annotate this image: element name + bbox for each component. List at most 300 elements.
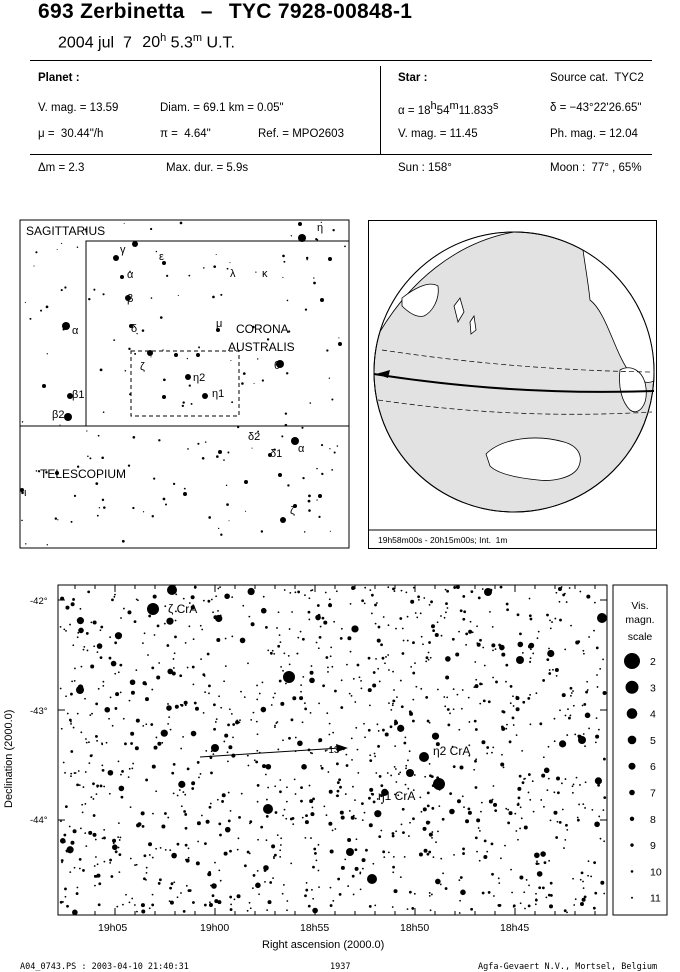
field-star (336, 795, 338, 797)
bright-star (346, 848, 354, 856)
field-star (174, 652, 176, 654)
field-star (529, 723, 531, 725)
star-name: TYC 7928-00848-1 (228, 0, 413, 23)
field-star (498, 882, 500, 884)
field-star (273, 697, 275, 699)
field-star (419, 797, 421, 799)
field-star (61, 728, 63, 730)
field-star (526, 879, 528, 881)
field-star (236, 719, 238, 721)
field-star (347, 838, 351, 842)
field-star (431, 831, 433, 833)
field-star (173, 658, 175, 660)
field-star (160, 847, 162, 849)
field-star (430, 909, 432, 911)
field-star (204, 691, 206, 693)
field-star (227, 751, 229, 753)
field-star (302, 676, 304, 678)
field-star (489, 799, 493, 803)
field-star (410, 666, 412, 668)
field-star (155, 848, 157, 850)
field-star (364, 812, 366, 814)
field-star (261, 608, 267, 614)
field-star (529, 694, 531, 696)
field-star (468, 811, 472, 815)
field-star (402, 652, 405, 655)
field-star (383, 856, 385, 858)
field-star (165, 849, 167, 851)
field-star (401, 705, 404, 708)
field-star (312, 866, 315, 869)
field-star (522, 652, 524, 654)
field-star (346, 764, 349, 767)
field-star (151, 666, 154, 669)
field-star (564, 909, 567, 912)
field-star (513, 724, 515, 726)
field-star (197, 821, 201, 825)
legend-title-1: Vis. (631, 600, 649, 612)
field-star (264, 881, 266, 883)
field-star (513, 705, 515, 707)
field-star (143, 854, 146, 857)
field-star (479, 639, 482, 642)
field-star (427, 720, 430, 723)
field-star (561, 782, 563, 784)
field-star (305, 814, 308, 817)
field-star (392, 866, 395, 869)
field-star (587, 875, 589, 877)
field-star (71, 680, 73, 682)
bright-star (367, 874, 377, 884)
field-star (61, 861, 63, 863)
field-star (188, 889, 191, 892)
field-star (380, 784, 383, 787)
field-star (290, 862, 292, 864)
field-star (224, 734, 228, 738)
field-star (341, 679, 343, 681)
field-star (546, 658, 549, 661)
field-star (177, 896, 179, 898)
field-star (369, 589, 371, 591)
field-star (256, 721, 258, 723)
field-star (212, 611, 214, 613)
field-star (94, 865, 96, 867)
field-star (521, 817, 523, 819)
field-star (475, 786, 478, 789)
finder-star-label: β1 (72, 389, 85, 401)
field-star (230, 810, 232, 812)
field-star (584, 807, 586, 809)
field-star (247, 662, 249, 664)
field-star (603, 893, 605, 895)
field-star (275, 811, 278, 814)
field-star (266, 839, 268, 841)
field-star (495, 681, 498, 684)
field-star (260, 826, 263, 829)
field-star (382, 657, 385, 660)
field-star (340, 706, 343, 709)
field-star (595, 777, 602, 784)
field-star (213, 703, 216, 706)
field-star (279, 790, 282, 793)
field-star (408, 835, 410, 837)
field-star (569, 587, 571, 589)
field-star (380, 643, 383, 646)
field-star (565, 824, 568, 827)
field-star (148, 615, 151, 618)
field-star (180, 892, 182, 894)
field-star (492, 649, 494, 651)
field-star (544, 768, 550, 774)
field-star (593, 907, 596, 910)
field-star (73, 727, 75, 729)
field-star (289, 628, 291, 630)
field-star (360, 680, 362, 682)
field-star (60, 820, 62, 822)
field-star (295, 737, 297, 739)
bright-star (433, 778, 445, 790)
field-star (453, 765, 456, 768)
y-tick-label: -44° (30, 815, 48, 826)
field-star (64, 888, 67, 891)
field-star (102, 837, 104, 839)
field-star (120, 774, 122, 776)
field-star (206, 820, 210, 824)
field-star (185, 642, 187, 644)
field-star (232, 736, 234, 738)
field-star (280, 641, 282, 643)
field-star (459, 765, 463, 769)
field-star (504, 845, 506, 847)
field-star (239, 721, 241, 723)
field-star (520, 902, 522, 904)
field-star (377, 639, 381, 643)
field-star (516, 707, 520, 711)
field-star (444, 705, 446, 707)
field-star (543, 806, 545, 808)
field-star (583, 703, 586, 706)
field-star (325, 656, 328, 659)
legend-dot (629, 763, 636, 770)
field-star (197, 841, 199, 843)
field-star (447, 708, 450, 711)
field-star (280, 844, 282, 846)
field-star (480, 811, 482, 813)
field-star (593, 630, 595, 632)
field-star (265, 626, 268, 629)
ra-minutes: 54 (436, 104, 450, 117)
field-star (67, 846, 74, 853)
field-star (305, 820, 309, 824)
field-star (313, 848, 316, 851)
field-star (397, 725, 404, 732)
field-star (320, 626, 322, 628)
field-star (179, 789, 181, 791)
field-star (171, 853, 177, 859)
field-star (438, 805, 440, 807)
field-star (169, 887, 172, 890)
field-star (519, 775, 522, 778)
field-star (446, 590, 449, 593)
field-star (598, 729, 600, 731)
field-star (136, 599, 138, 601)
field-star (229, 708, 231, 710)
field-star (204, 675, 206, 677)
field-star (196, 861, 200, 865)
field-star (430, 657, 432, 659)
field-star (217, 588, 219, 590)
field-star (216, 638, 220, 642)
field-star (118, 847, 120, 849)
hours-unit: h (160, 32, 167, 44)
field-star (251, 622, 255, 626)
field-star (219, 834, 222, 837)
field-star (437, 830, 439, 832)
field-star (173, 881, 175, 883)
field-star (356, 627, 358, 629)
field-star (555, 592, 557, 594)
field-star (183, 598, 185, 600)
field-star (325, 592, 327, 594)
field-star (282, 815, 284, 817)
field-star (266, 764, 272, 770)
field-star (270, 652, 273, 655)
bright-star (211, 744, 219, 752)
field-star (203, 600, 205, 602)
field-star (60, 901, 63, 904)
field-star (443, 696, 445, 698)
field-star (115, 692, 119, 696)
field-star (394, 766, 396, 768)
field-star (61, 859, 64, 862)
field-star (121, 796, 124, 799)
field-star (109, 636, 111, 638)
field-star (347, 885, 349, 887)
field-star (70, 750, 73, 753)
field-star (77, 636, 79, 638)
field-star (404, 856, 406, 858)
field-star (297, 591, 300, 594)
field-star (109, 657, 112, 660)
field-star (291, 611, 293, 613)
field-star (93, 814, 96, 817)
field-star (432, 733, 439, 740)
field-star (112, 725, 114, 727)
field-star (501, 653, 505, 657)
field-star (501, 727, 505, 731)
field-star (351, 738, 353, 740)
legend-magnitude: 9 (650, 840, 656, 853)
field-star (429, 821, 431, 823)
field-star (302, 817, 304, 819)
finder-star-label: η (317, 222, 324, 234)
field-star (177, 843, 180, 846)
field-star (431, 894, 433, 896)
field-star (532, 780, 534, 782)
field-star (177, 795, 179, 797)
field-star (585, 713, 591, 719)
const-corona: CORONA (236, 322, 289, 336)
field-star (184, 701, 188, 705)
field-star (539, 722, 542, 725)
field-star (330, 887, 332, 889)
field-star (565, 715, 567, 717)
field-star (103, 861, 105, 863)
field-star (350, 603, 352, 605)
field-star (594, 821, 600, 827)
field-star (538, 631, 540, 633)
field-star (588, 636, 590, 638)
field-star (432, 629, 435, 632)
field-star (392, 699, 395, 702)
field-star (129, 700, 131, 702)
field-star (515, 696, 519, 700)
field-star (208, 692, 210, 694)
field-star (492, 746, 494, 748)
field-star (308, 619, 310, 621)
field-star (70, 775, 72, 777)
field-star (376, 602, 378, 604)
field-star (600, 881, 604, 885)
field-star (223, 680, 225, 682)
field-star (507, 809, 509, 811)
field-star (551, 621, 553, 623)
field-star (445, 675, 449, 679)
field-star (524, 826, 528, 830)
field-star (387, 654, 389, 656)
field-star (512, 695, 514, 697)
field-star (217, 610, 219, 612)
field-star (369, 823, 373, 827)
field-star (392, 704, 394, 706)
field-star (92, 782, 95, 785)
field-star (510, 869, 512, 871)
field-star (572, 690, 574, 692)
field-star (474, 661, 476, 663)
field-star (70, 723, 72, 725)
field-star (460, 876, 463, 879)
field-star (499, 905, 501, 907)
field-star (117, 836, 119, 838)
field-star (280, 702, 284, 706)
field-star (98, 903, 101, 906)
field-star (100, 785, 103, 788)
field-star (100, 626, 103, 629)
field-star (212, 894, 215, 897)
field-star (84, 698, 86, 700)
field-star (282, 739, 284, 741)
field-star (221, 800, 224, 803)
field-star (317, 604, 320, 607)
field-star (118, 871, 120, 873)
field-star (274, 726, 276, 728)
field-star (205, 750, 207, 752)
field-star (570, 625, 572, 627)
field-star (535, 692, 537, 694)
field-star (77, 632, 79, 634)
field-star (304, 894, 307, 897)
field-star (484, 839, 487, 842)
field-star (462, 618, 465, 621)
field-star (422, 643, 424, 645)
field-star (210, 772, 213, 775)
field-star (274, 725, 276, 727)
field-star (280, 837, 282, 839)
field-star (161, 742, 163, 744)
field-star (118, 853, 121, 856)
field-star (577, 819, 580, 822)
field-star (350, 651, 352, 653)
field-star (596, 646, 599, 649)
event-hours: 20 (142, 34, 161, 52)
field-star (600, 838, 602, 840)
field-star (382, 850, 385, 853)
field-star (239, 719, 241, 721)
field-star (194, 702, 197, 705)
field-star (318, 647, 320, 649)
field-star (208, 874, 210, 876)
field-star (395, 628, 397, 630)
field-star (295, 793, 297, 795)
field-star (312, 807, 314, 809)
field-star (95, 856, 97, 858)
field-star (368, 688, 372, 692)
field-star (475, 836, 478, 839)
field-star (112, 839, 116, 843)
field-star (310, 812, 314, 816)
field-star (301, 764, 307, 770)
field-star (284, 809, 286, 811)
field-star (300, 786, 303, 789)
field-star (364, 602, 366, 604)
field-star (277, 834, 279, 836)
field-star (93, 798, 95, 800)
bright-star (484, 588, 492, 596)
field-star (352, 875, 355, 878)
field-star (311, 665, 313, 667)
field-star (231, 713, 233, 715)
field-star (394, 721, 398, 725)
field-star (429, 774, 432, 777)
field-star (81, 804, 83, 806)
field-star (318, 886, 320, 888)
field-star (425, 660, 427, 662)
field-star (429, 892, 431, 894)
field-star (402, 808, 405, 811)
field-star (424, 776, 426, 778)
field-star (437, 689, 439, 691)
field-star (603, 796, 606, 799)
legend-magnitude: 6 (650, 761, 656, 774)
field-star (460, 890, 466, 896)
field-star (340, 811, 344, 815)
finder-star-label: ι (24, 487, 27, 499)
field-star (115, 707, 118, 710)
field-star (491, 873, 494, 876)
field-star (323, 621, 327, 625)
field-star (257, 801, 259, 803)
track-label: -13 (325, 745, 340, 756)
field-star (393, 856, 395, 858)
field-star (305, 889, 308, 892)
field-star (377, 668, 379, 670)
field-star (152, 765, 156, 769)
field-star (130, 858, 132, 860)
field-star (141, 910, 145, 914)
field-star (583, 887, 585, 889)
field-star (449, 712, 451, 714)
field-star (390, 775, 392, 777)
